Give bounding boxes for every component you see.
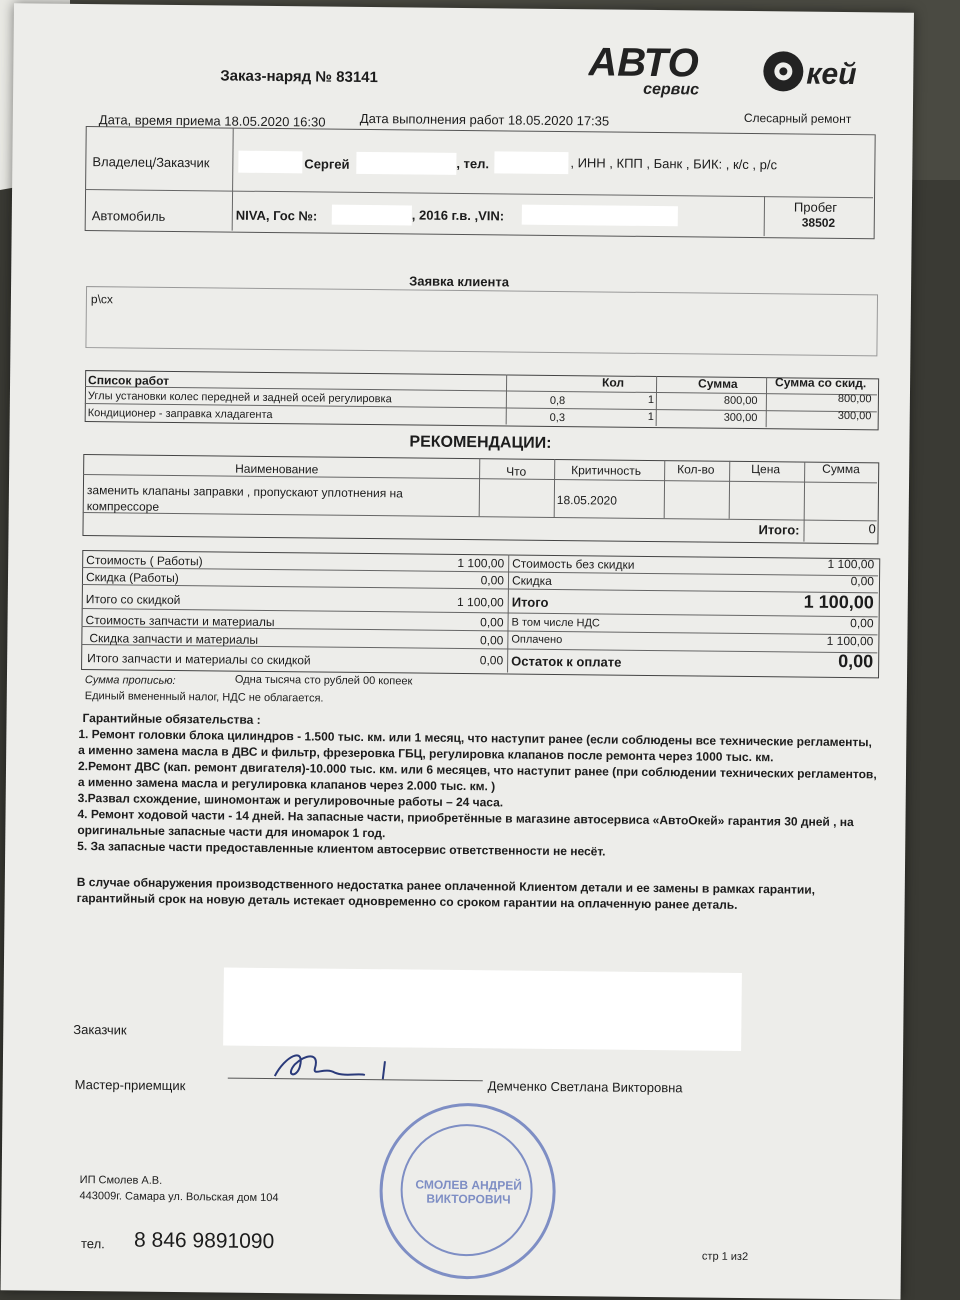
mileage-value: 38502 (801, 215, 836, 230)
warranty-section (77, 710, 879, 914)
rec-total-value: 0 (868, 521, 876, 537)
work-coef: 0,8 (549, 394, 566, 408)
warranty-item: 4. Ремонт ходовой части - 14 дней. На запасные части, приобретённые в магазине автосервиса «АвтоОкей» гарантия 30 дней , на оригинальные запасные части для иномарок 1 год. (77, 806, 854, 841)
work-coef: 0,3 (549, 411, 566, 425)
total-work-net-value: 1 100,00 (456, 594, 504, 610)
discount-value: 0,00 (850, 574, 875, 589)
car-label: Автомобиль (91, 208, 166, 224)
work-sum-discount: 300,00 (837, 409, 872, 423)
company-address: 443009г. Самара ул. Вольская дом 104 (79, 1190, 279, 1205)
rec-total-label: Итого: (758, 522, 800, 538)
works-header-sum: Сумма (698, 376, 738, 391)
redaction (356, 152, 456, 175)
work-sum: 300,00 (723, 411, 758, 425)
redaction (494, 151, 568, 174)
recommendations-title: РЕКОМЕНДАЦИИ: (409, 433, 552, 452)
request-title: Заявка клиента (409, 273, 510, 290)
parts-net-value: 0,00 (479, 653, 504, 668)
amount-words-value: Одна тысяча сто рублей 00 копеек (234, 673, 413, 688)
grand-total-label: Итого (511, 594, 549, 610)
parts-net-label: Итого запчасти и материалы со скидкой (87, 651, 311, 668)
balance-due-label: Остаток к оплате (511, 653, 622, 670)
company-phone: 8 846 9891090 (133, 1228, 275, 1254)
repair-type: Слесарный ремонт (743, 110, 852, 127)
rec-header-name: Наименование (235, 461, 319, 477)
customer-signature-label: Заказчик (73, 1021, 127, 1038)
order-title: Заказ-наряд № 83141 (220, 67, 378, 87)
rec-header-what: Что (506, 464, 527, 479)
request-box (85, 286, 878, 356)
date-completed: Дата выполнения работ 18.05.2020 17:35 (359, 110, 610, 129)
order-document (1, 3, 914, 1299)
total-work-discount-label: Скидка (Работы) (85, 570, 179, 586)
car-model: NIVA, Гос №: (235, 207, 318, 224)
total-work-cost-value: 1 100,00 (457, 555, 505, 571)
parts-cost-value: 0,00 (480, 615, 504, 630)
work-sum-discount: 800,00 (837, 392, 872, 406)
redaction (238, 151, 302, 174)
master-signature-label: Мастер-приемщик (74, 1076, 186, 1094)
table-row: Углы установки колес передней и задней осей регулировка (87, 390, 392, 406)
signature-scribble (265, 1046, 465, 1088)
rec-header-sum: Сумма (822, 461, 860, 477)
table-row: заменить клапаны заправки , пропускают уплотнения на компрессоре (86, 483, 403, 514)
redaction (223, 968, 742, 1051)
warranty-item: 5. За запасные части предоставленные клиентом автосервис ответственности не несёт. (77, 838, 606, 859)
car-year: , 2016 г.в. ,VIN: (411, 207, 505, 224)
warranty-item: 2.Ремонт ДВС (кап. ремонт двигателя)-10.000 тыс. км. или 6 месяцев, что наступит ранее (при соблюдении технических регламентов, а именно замена масла и регулировка клапанов через 2.000 тыс. км. ) (77, 759, 877, 794)
phone-label: тел. (80, 1236, 105, 1252)
page-number: стр 1 из2 (701, 1250, 749, 1264)
rec-header-price: Цена (751, 462, 781, 477)
request-text: р\сх (90, 292, 114, 307)
grand-total-value: 1 100,00 (803, 591, 874, 613)
owner-label: Владелец/Заказчик (92, 154, 210, 171)
company-name: ИП Смолев А.В. (79, 1174, 163, 1187)
rec-date: 18.05.2020 (556, 492, 617, 508)
parts-discount-label: Скидка запчасти и материалы (89, 631, 259, 647)
company-logo (588, 39, 889, 102)
vat-value: 0,00 (850, 616, 874, 631)
table-row: Кондиционер - заправка хладагента (87, 407, 273, 422)
subtotal-label: Стоимость без скидки (512, 556, 635, 572)
total-work-net-label: Итого со скидкой (85, 592, 181, 608)
works-header-qty: Кол (602, 375, 625, 390)
logo-word-key: кей (806, 57, 857, 92)
stamp-inner-ring (400, 1123, 533, 1256)
balance-due-value: 0,00 (838, 650, 874, 672)
works-header-name: Список работ (88, 373, 170, 388)
warranty-note: В случае обнаружения производственного недостатка ранее оплаченной Клиентом детали и ее замены в рамках гарантии, гарантийный срок на новую деталь истекает одновременно со сроком гарантии на оплаченную ранее деталь. (76, 874, 816, 912)
redaction (522, 205, 678, 227)
total-work-discount-value: 0,00 (480, 573, 505, 588)
warranty-item: 1. Ремонт головки блока цилиндров - 1.500 тыс. км. или 1 месяц, что наступит ранее (если соблюдены все технические регламенты, а именно замена масла в ДВС и фильтр, фрезеровка ГБЦ, регулировка клапанов после ремонта через 1000 тыс. км. (78, 727, 872, 765)
owner-name: Сергей (304, 156, 350, 172)
master-name: Демченко Светлана Викторовна (487, 1078, 683, 1096)
warranty-item: 3.Развал схождение, шиномонтаж и регулировочные работы – 24 часа. (77, 790, 504, 810)
vat-label: В том числе НДС (511, 616, 600, 630)
warranty-title: Гарантийные обязательства : (82, 711, 261, 727)
parts-cost-label: Стоимость запчасти и материалы (85, 613, 275, 630)
company-stamp (379, 1102, 557, 1280)
works-header-sum-discount: Сумма со скид. (775, 375, 867, 391)
total-work-cost-label: Стоимость ( Работы) (86, 553, 203, 569)
redaction (332, 205, 412, 226)
stamp-text: СМОЛЕВ АНДРЕЙ ВИКТОРОВИЧ (415, 1177, 522, 1207)
phone-label: , тел. (456, 155, 490, 172)
discount-label: Скидка (511, 573, 552, 588)
work-qty: 1 (647, 393, 655, 407)
mileage-label: Пробег (793, 199, 838, 215)
date-received: Дата, время приема 18.05.2020 16:30 (98, 112, 326, 130)
work-qty: 1 (647, 410, 654, 424)
logo-word-avto: АВТО (588, 40, 699, 86)
bank-fields: , ИНН , КПП , Банк , БИК: , к/с , р/с (570, 155, 778, 173)
paid-label: Оплачено (511, 633, 563, 647)
amount-words-label: Сумма прописью: (84, 674, 176, 688)
logo-word-service: сервис (643, 80, 700, 99)
parts-discount-value: 0,00 (479, 633, 504, 648)
tax-note: Единый вмененный налог, НДС не облагается. (84, 690, 324, 705)
rec-header-qty: Кол-во (677, 462, 715, 477)
rec-header-criticality: Критичность (571, 463, 642, 478)
work-sum: 800,00 (723, 394, 758, 408)
subtotal-value: 1 100,00 (827, 556, 875, 572)
paid-value: 1 100,00 (826, 633, 874, 649)
